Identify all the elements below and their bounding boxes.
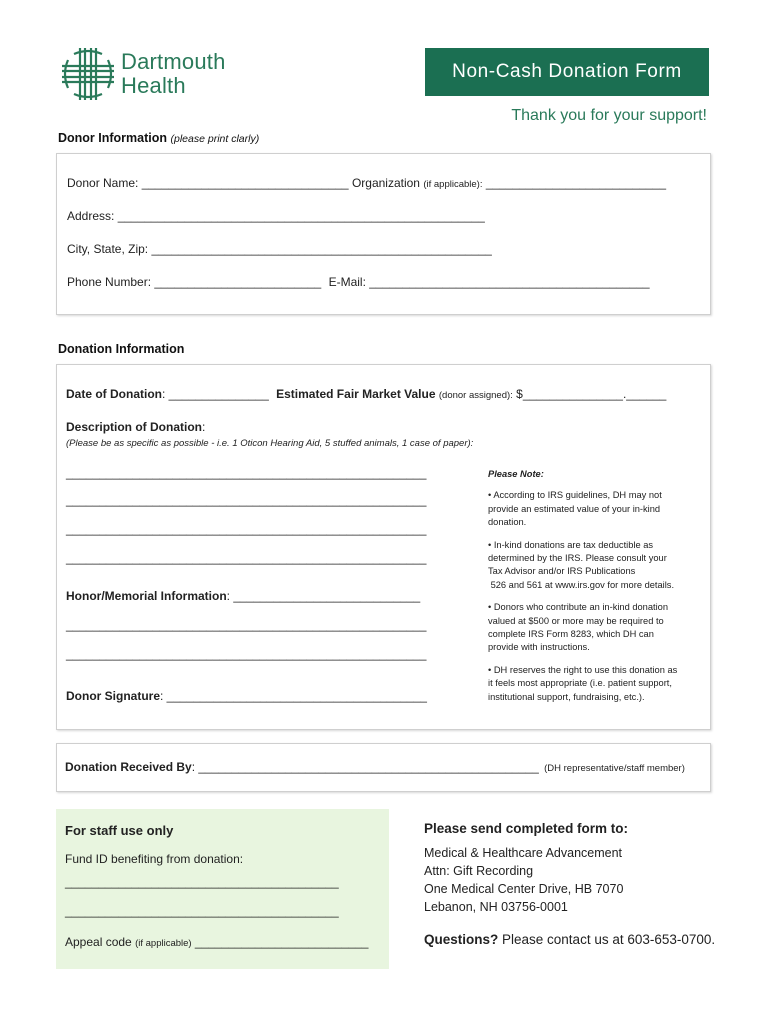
signature-label: Donor Signature xyxy=(66,689,161,703)
city-state-zip-field[interactable]: City, State, Zip: ___________________________________________________ xyxy=(67,242,492,256)
donor-name-row xyxy=(67,176,666,190)
address-line: Medical & Healthcare Advancement xyxy=(424,846,623,860)
donor-info-box xyxy=(56,153,711,315)
description-line[interactable]: ______________________________________________________ xyxy=(66,551,427,565)
form-title: Non-Cash Donation Form xyxy=(425,48,709,96)
received-by-row xyxy=(65,760,685,774)
appeal-code-field[interactable]: __________________________ xyxy=(194,935,369,949)
date-of-donation-label: Date of Donation xyxy=(66,387,162,401)
donation-heading: Donation Information xyxy=(58,342,185,356)
logo-line-2: Health xyxy=(121,73,186,98)
note-line: valued at $500 or more may be required to xyxy=(488,615,664,626)
address-line: Attn: Gift Recording xyxy=(424,864,534,878)
donor-name-field[interactable]: Donor Name: _______________________________ xyxy=(67,176,349,190)
donor-heading xyxy=(58,131,259,145)
email-field[interactable]: E-Mail: __________________________________________ xyxy=(328,275,650,289)
description-line[interactable]: ______________________________________________________ xyxy=(66,522,427,536)
signature-field[interactable]: : _______________________________________ xyxy=(160,689,427,703)
date-fmv-row xyxy=(66,387,666,401)
questions-text: Please contact us at 603-653-0700. xyxy=(498,932,716,947)
fmv-label: Estimated Fair Market Value xyxy=(276,387,436,401)
dartmouth-health-logo-icon xyxy=(60,46,116,102)
fund-id-field[interactable]: _________________________________________ xyxy=(65,875,339,889)
note-line: Tax Advisor and/or IRS Publications xyxy=(488,566,636,577)
organization-note: (if applicable): xyxy=(423,179,483,190)
description-hint: (Please be as specific as possible - i.e. 1 Oticon Hearing Aid, 5 stuffed animals, 1 case of paper): xyxy=(66,438,474,449)
note-line: it feels most appropriate (i.e. patient support, xyxy=(488,678,672,689)
date-of-donation-field[interactable]: : _______________ xyxy=(162,387,269,401)
donor-heading-note: (please print clarly) xyxy=(170,133,260,145)
honor-memorial-label: Honor/Memorial Information xyxy=(66,589,227,603)
received-by-box xyxy=(56,743,711,792)
signature-row xyxy=(66,689,427,703)
please-note-panel xyxy=(488,468,703,704)
note-line: provide with instructions. xyxy=(488,642,590,653)
note-line: complete IRS Form 8283, which DH can xyxy=(488,629,654,640)
note-item xyxy=(488,489,703,529)
honor-memorial-field[interactable]: : ____________________________ xyxy=(226,589,421,603)
note-line: • Donors who contribute an in-kind donation xyxy=(488,602,669,613)
phone-field[interactable]: Phone Number: _________________________ xyxy=(67,275,322,289)
donation-info-box xyxy=(56,364,711,730)
honor-memorial-line[interactable]: ______________________________________________________ xyxy=(66,618,427,632)
description-line[interactable]: ______________________________________________________ xyxy=(66,466,427,480)
note-line: • In-kind donations are tax deductible as xyxy=(488,539,654,550)
received-by-field[interactable]: : ___________________________________________________ xyxy=(191,760,539,774)
received-by-label: Donation Received By xyxy=(65,760,192,774)
send-heading: Please send completed form to: xyxy=(424,821,629,836)
appeal-code-row xyxy=(65,935,368,949)
mailing-address-block xyxy=(424,821,724,916)
fund-id-label: Fund ID benefiting from donation: xyxy=(65,852,244,866)
note-item xyxy=(488,601,703,655)
note-line: • According to IRS guidelines, DH may not xyxy=(488,490,662,501)
questions-label: Questions? xyxy=(424,932,499,947)
address-line: One Medical Center Drive, HB 7070 xyxy=(424,882,624,896)
address-field[interactable]: Address: _______________________________________________________ xyxy=(67,209,485,223)
description-line[interactable]: ______________________________________________________ xyxy=(66,493,427,507)
address-line: Lebanon, NH 03756-0001 xyxy=(424,900,568,914)
description-colon: : xyxy=(202,420,206,434)
note-line: 526 and 561 at www.irs.gov for more details. xyxy=(488,579,675,590)
questions-row xyxy=(424,932,715,947)
honor-memorial-row xyxy=(66,589,420,603)
staff-use-heading: For staff use only xyxy=(65,823,174,838)
logo xyxy=(60,46,250,102)
note-line: • DH reserves the right to use this donation as xyxy=(488,664,678,675)
appeal-code-label: Appeal code xyxy=(65,935,132,949)
please-note-heading: Please Note: xyxy=(488,469,544,479)
organization-field[interactable]: ___________________________ xyxy=(485,176,667,190)
fmv-note: (donor assigned): xyxy=(438,390,513,401)
note-line: institutional support, fundraising, etc.). xyxy=(488,691,645,702)
note-item xyxy=(488,664,703,704)
fund-id-field[interactable]: _________________________________________ xyxy=(65,904,339,918)
received-by-note: (DH representative/staff member) xyxy=(544,763,685,774)
fmv-field[interactable]: $_______________.______ xyxy=(516,387,667,401)
donor-heading-text: Donor Information xyxy=(58,131,168,145)
note-item xyxy=(488,539,703,593)
staff-use-box xyxy=(56,809,389,969)
note-line: determined by the IRS. Please consult your xyxy=(488,553,667,564)
description-label: Description of Donation xyxy=(66,420,202,434)
thanks-text: Thank you for your support! xyxy=(511,107,707,124)
note-line: provide an estimated value of your in-kind xyxy=(488,503,661,514)
contact-row xyxy=(67,275,650,289)
note-line: donation. xyxy=(488,517,527,528)
honor-memorial-line[interactable]: ______________________________________________________ xyxy=(66,647,427,661)
logo-line-1: Dartmouth xyxy=(121,49,226,74)
description-heading xyxy=(66,420,205,434)
appeal-code-note: (if applicable) xyxy=(135,938,192,949)
organization-label: Organization xyxy=(351,176,420,190)
